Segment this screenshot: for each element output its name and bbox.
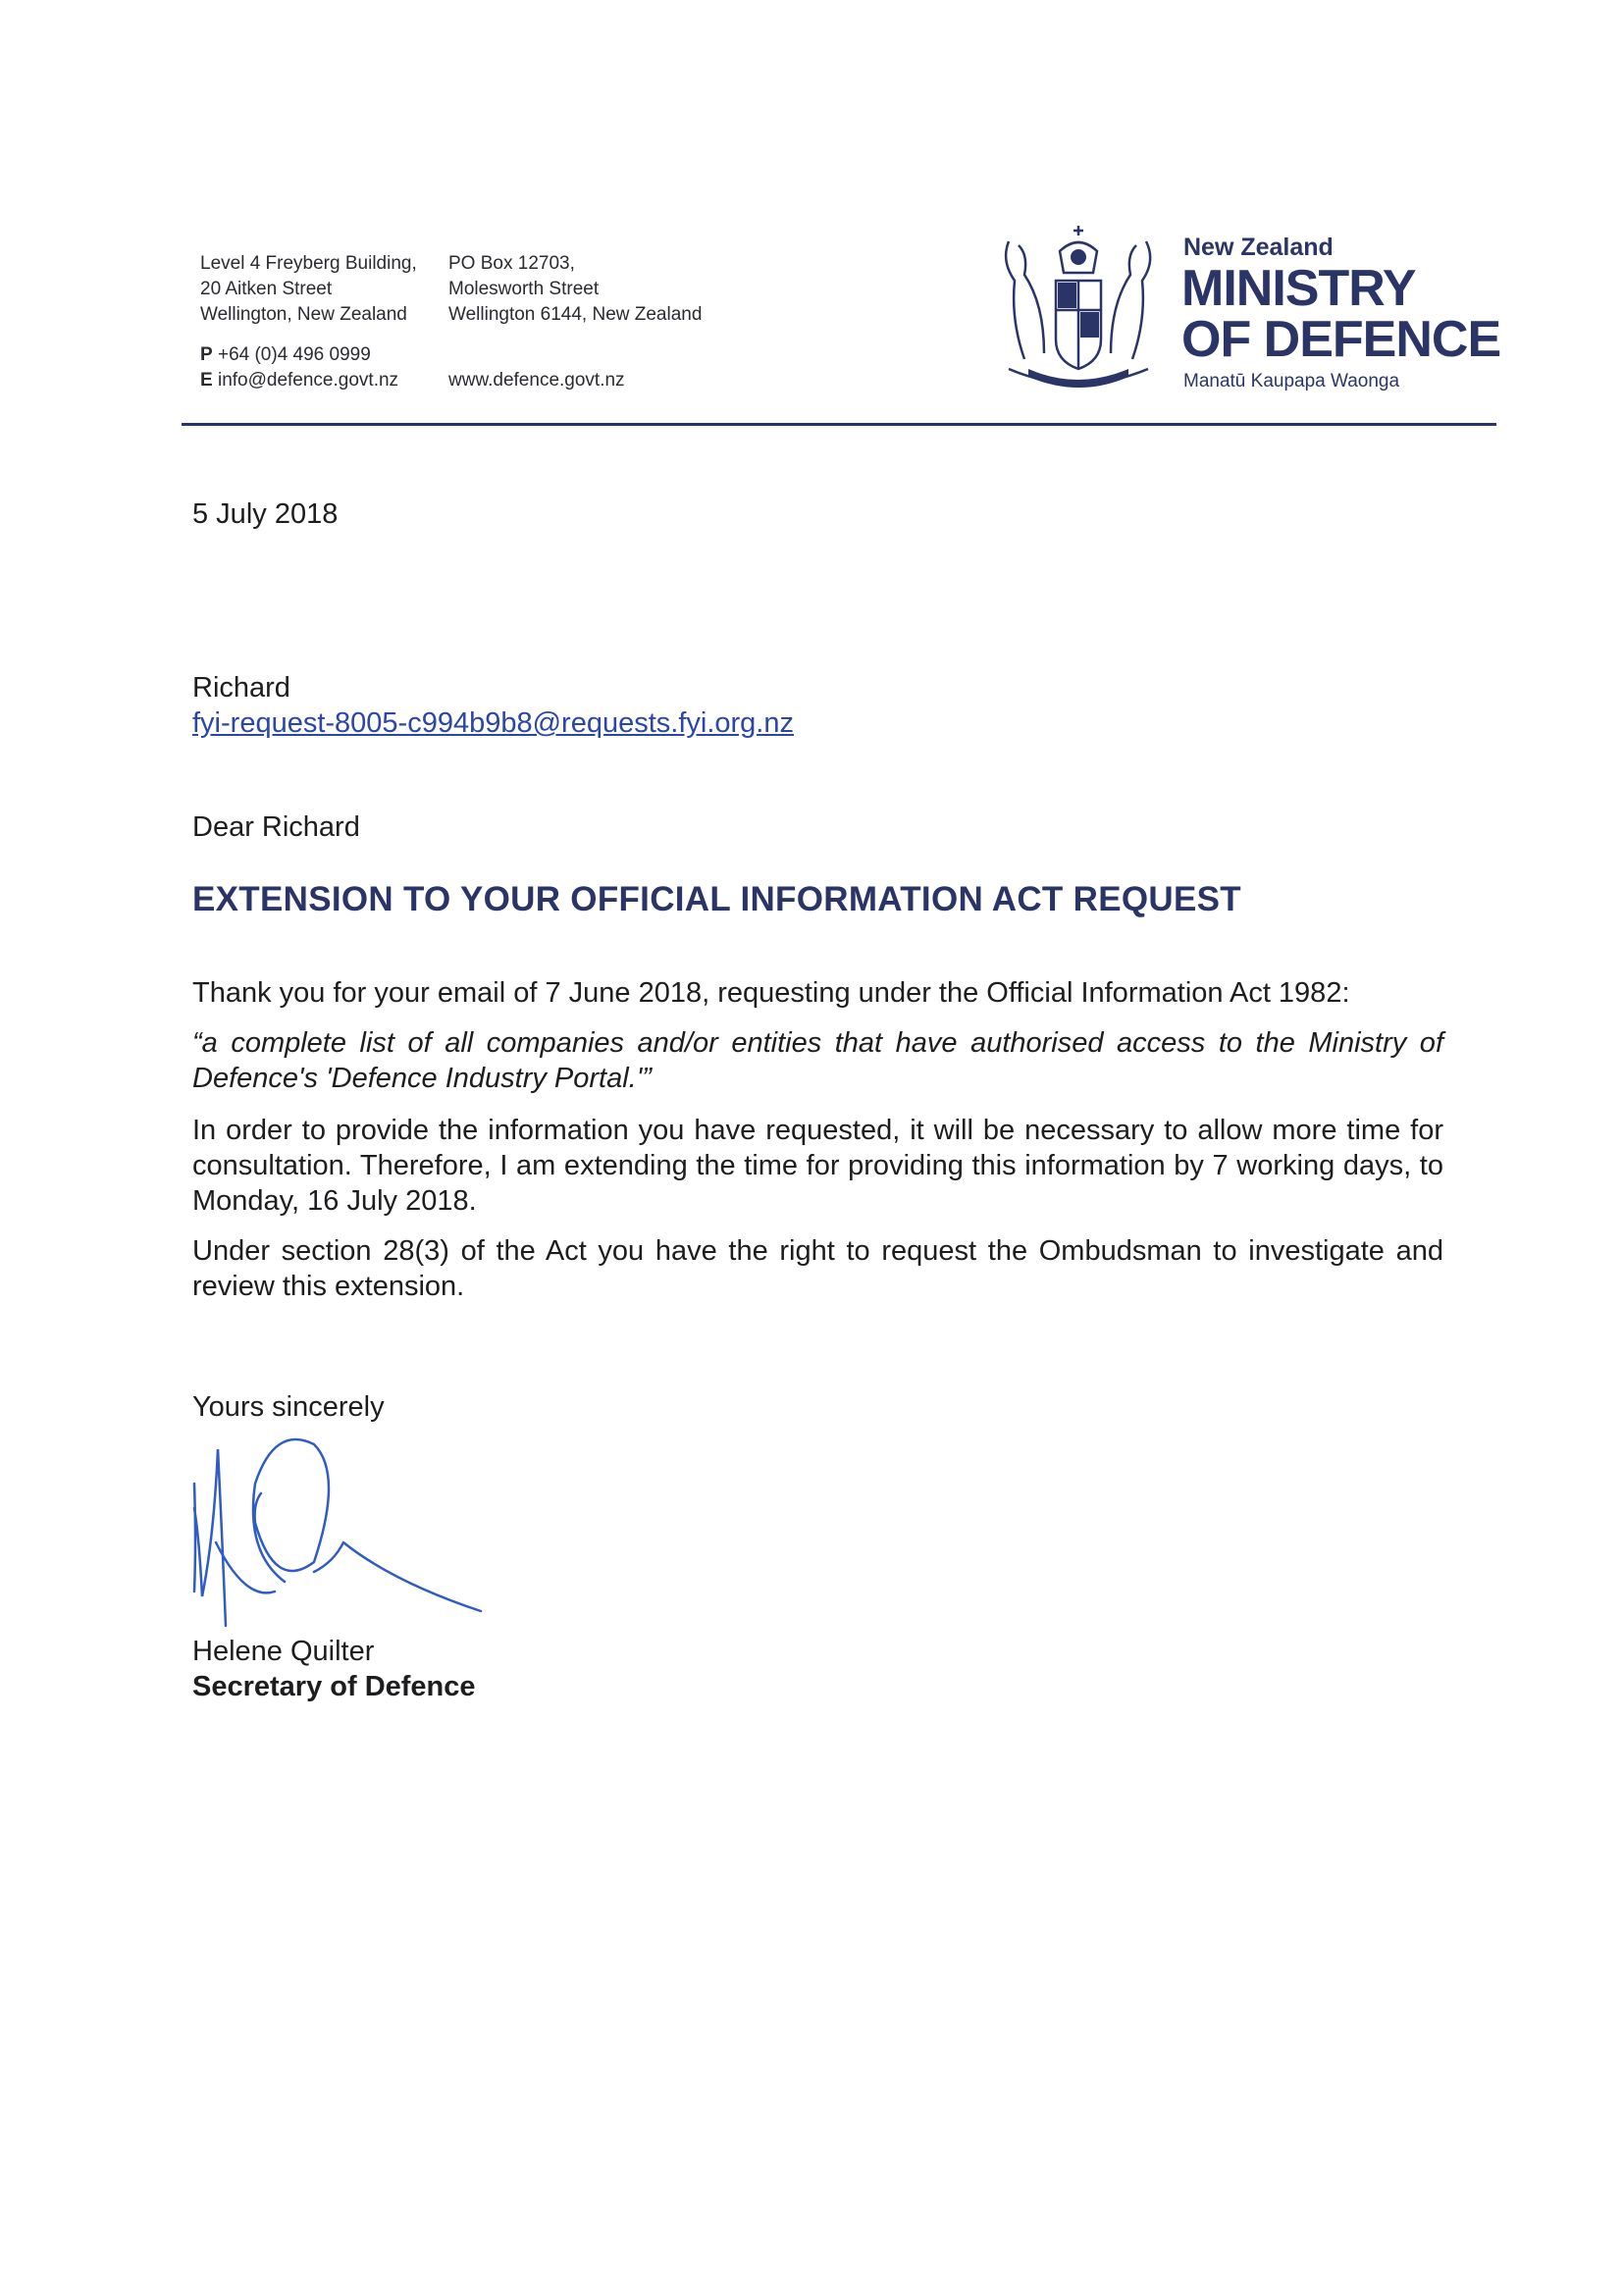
brand-maori-name: Manatū Kaupapa Waonga (1183, 371, 1400, 391)
address-line: Level 4 Freyberg Building, (200, 253, 417, 274)
letter-date: 5 July 2018 (192, 498, 339, 530)
address-line: Molesworth Street (448, 279, 600, 299)
letter-heading: EXTENSION TO YOUR OFFICIAL INFORMATION ACT REQUEST (192, 880, 1241, 918)
address-line: Wellington 6144, New Zealand (448, 304, 703, 325)
address-line: 20 Aitken Street (200, 279, 333, 299)
signatory-name: Helene Quilter (192, 1636, 375, 1667)
contact-email: info@defence.govt.nz (217, 370, 399, 391)
address-line: Wellington, New Zealand (200, 304, 407, 325)
signature (186, 1435, 500, 1631)
coat-of-arms-logo (989, 222, 1168, 394)
brand-line: OF DEFENCE (1181, 311, 1501, 368)
letter-body (192, 975, 1443, 1304)
contact-block (200, 342, 398, 393)
phone-label: P (200, 344, 213, 365)
recipient-email-link[interactable]: fyi-request-8005-c994b9b8@requests.fyi.org.nz (192, 707, 794, 739)
request-quote: “a complete list of all companies and/or entities that have authorised access to the Ministry of Defence's 'Defence Industry Portal.'” (192, 1027, 1443, 1094)
brand-line: MINISTRY (1181, 260, 1416, 317)
website: www.defence.govt.nz (448, 370, 625, 391)
recipient-name: Richard (192, 672, 290, 704)
address-street (200, 251, 417, 328)
address-line: PO Box 12703, (448, 253, 575, 274)
brand-ministry (1181, 260, 1501, 368)
closing: Yours sincerely (192, 1391, 385, 1423)
phone-number: +64 (0)4 496 0999 (217, 344, 371, 365)
paragraph-extension: In order to provide the information you have requested, it will be necessary to allow more time for consultation. Therefore, I am extending the time for providing this information by 7 working days, to Monday, 16 July 2018. (192, 1115, 1443, 1217)
paragraph-ombudsman: Under section 28(3) of the Act you have the right to request the Ombudsman to investigate and review this extension. (192, 1235, 1443, 1302)
header-divider (182, 423, 1496, 426)
paragraph-intro: Thank you for your email of 7 June 2018, requesting under the Official Information Act 1982: (192, 977, 1350, 1009)
brand-new-zealand: New Zealand (1183, 234, 1334, 261)
signatory-title: Secretary of Defence (192, 1671, 476, 1702)
salutation: Dear Richard (192, 811, 360, 843)
email-label: E (200, 370, 213, 391)
address-postal (448, 251, 702, 328)
